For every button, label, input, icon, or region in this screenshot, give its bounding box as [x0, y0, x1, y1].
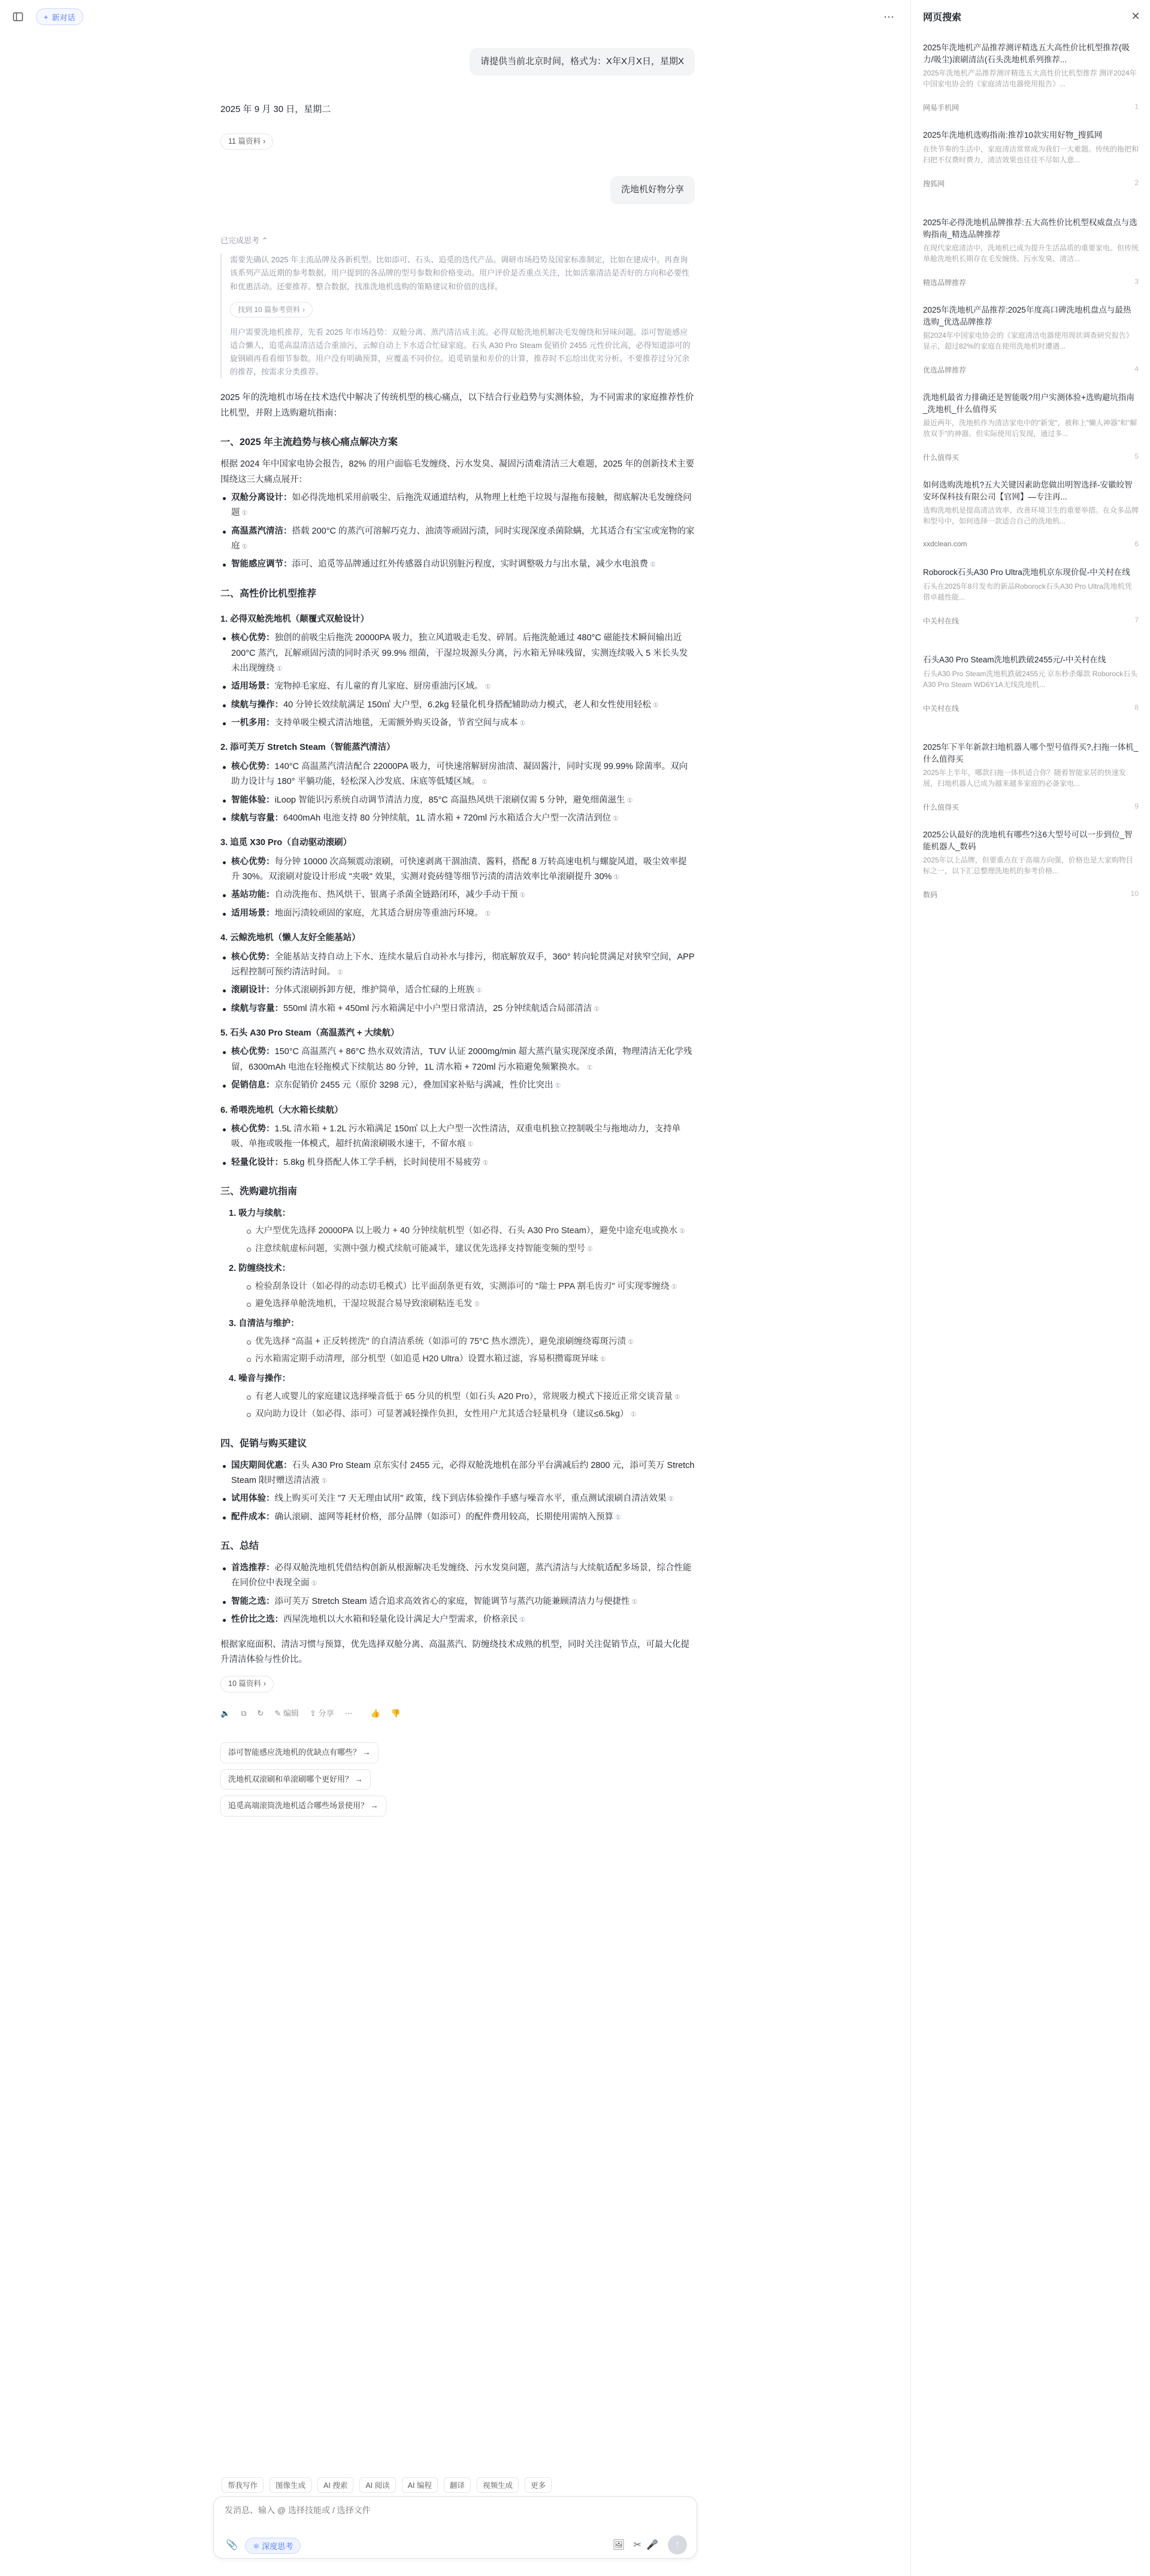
search-result[interactable]: [923, 304, 1139, 375]
search-result[interactable]: [923, 741, 1139, 812]
citation-icon[interactable]: ①: [311, 1580, 317, 1588]
summary-list: [220, 1561, 695, 1628]
edit-button[interactable]: ✎ 编辑: [274, 1709, 299, 1718]
model-title: 2. 添可芙万 Stretch Steam（智能蒸汽清洁）: [220, 743, 395, 753]
result-index: 2: [1134, 178, 1139, 187]
list-item: 续航与容量：6400mAh 电池支持 80 分钟续航，1L 清水箱 + 720ml 污水箱适合大户型一次清洁到位 ①: [220, 811, 695, 826]
result-snippet: 最近两年，洗地机作为清洁家电中的"新宠"，被称上"懒人神器"和"解放双手"的神器。但实际使用后发现，通过多...: [923, 419, 1137, 438]
closing-paragraph: 根据家庭面积、清洁习惯与预算，优先选择双舱分离、高温蒸汽、防缠绕技术成熟的机型，同时关注促销节点，可最大化提升清洁体验与性价比。: [220, 1639, 689, 1664]
citation-icon[interactable]: ①: [652, 701, 659, 709]
model-card: [220, 836, 695, 921]
citation-icon[interactable]: ①: [519, 892, 526, 900]
share-button[interactable]: ⇪ 分享: [309, 1709, 334, 1718]
model-title: 6. 希喂洗地机（大水箱长续航）: [220, 1105, 343, 1115]
result-snippet: 石头A30 Pro Steam洗地机跌破2455元 京东秒杀爆款 Roborock石头A30 Pro Steam WD6Y1A无线洗地机...: [923, 669, 1138, 689]
list-item: 检验刮条设计（如必得的动态切毛模式）比平面刮条更有效，实测添可的 "瑞士 PPA 割毛齿刃" 可实现零缠绕 ①: [246, 1279, 695, 1294]
list-item: 试用体验：线上购买可关注 "7 天无理由试用" 政策，线下到店体验操作手感与噪音水平，重点测试滚刷自清洁效果 ①: [220, 1491, 695, 1506]
suggestion-list: [220, 1736, 695, 1817]
tool-button[interactable]: 视频生成: [477, 2477, 519, 2493]
list-item: 注意续航虚标问题，实测中强力模式续航可能减半，建议优先选择支持智能变频的型号 ①: [246, 1242, 695, 1257]
citation-icon[interactable]: ①: [482, 1159, 489, 1167]
citation-icon[interactable]: ①: [615, 1513, 621, 1521]
result-snippet: 2025年洗地机产品推荐测评精选五大高性价比机型推荐 测评2024年中国家电协会的《家庭清洁电器使用报告》...: [923, 69, 1137, 89]
top-bar: [0, 0, 910, 34]
result-snippet: 选购洗地机是提高清洁效率、改善环境卫生的重要举措。在众多品牌和型号中，如何选择一款适合自己的洗地机...: [923, 506, 1139, 526]
model-list: [220, 612, 695, 1170]
thumb-up-icon[interactable]: 👍: [370, 1709, 380, 1718]
references-chip[interactable]: 10 篇资料 ›: [220, 1676, 274, 1693]
result-title: 2025年洗地机选购指南:推荐10款实用好物_搜狐网: [923, 131, 1103, 140]
result-snippet: 2025年上半年，哪款扫拖一体机适合你？随着智能家居的快速发展，扫地机器人已成为越来越多家庭的必备家电...: [923, 768, 1126, 788]
model-title: 1. 必得双舱洗地机（颠覆式双舱设计）: [220, 614, 370, 624]
chat-input-box: [213, 2496, 697, 2559]
list-item: 续航与容量：550ml 清水箱 + 450ml 污水箱满足中小户型日常清洁，25 分钟续航适合局部清洁 ①: [220, 1001, 695, 1016]
citation-icon[interactable]: ①: [241, 543, 248, 551]
list-item: 污水箱需定期手动清理，部分机型（如追觅 H20 Ultra）设置水箱过滤，容易积攒霉斑异味 ①: [246, 1352, 695, 1367]
result-title: 2025年下半年新款扫地机器人哪个型号值得买?,扫拖一体机_什么值得买: [923, 743, 1139, 764]
tool-button[interactable]: AI 搜索: [317, 2477, 353, 2493]
send-button[interactable]: [668, 2535, 687, 2554]
model-card: [220, 1026, 695, 1094]
citation-icon[interactable]: ①: [321, 1477, 328, 1485]
list-item: 优先选择 "高温 + 正反转搓洗" 的自清洁系统（如添可的 75°C 热水漂洗），避免滚刷缠绕霉斑污渍 ①: [246, 1334, 695, 1349]
panel-title: 网页搜索: [923, 13, 962, 23]
found-references-chip[interactable]: 找到 10 篇参考资料 ›: [230, 302, 313, 317]
suggested-question[interactable]: 洗地机双滚刷和单滚刷哪个更好用？ →: [220, 1769, 371, 1790]
arrow-up-icon: ↑: [675, 2539, 680, 2550]
citation-icon[interactable]: ①: [519, 720, 526, 728]
result-title: 2025年必得洗地机品牌推荐:五大高性价比机型权威盘点与选购指南_精选品牌推荐: [923, 218, 1137, 239]
user-message: 请提供当前北京时间，格式为：X年X月X日，星期X: [470, 48, 695, 75]
suggested-question[interactable]: 追觅高端滚筒洗地机适合哪些场景使用？ →: [220, 1796, 386, 1817]
search-result[interactable]: [923, 392, 1139, 462]
result-index: 5: [1134, 452, 1139, 461]
list-item: 避免选择单舱洗地机，干湿垃圾混合易导致滚刷粘连毛发 ①: [246, 1297, 695, 1312]
section-title: 三、洗购避坑指南: [220, 1186, 298, 1197]
citation-icon[interactable]: ①: [627, 797, 633, 804]
list-item: 双向助力设计（如必得、添可）可显著减轻操作负担，女性用户尤其适合轻量机身（建议≤6.5kg） ①: [246, 1407, 695, 1422]
result-index: 1: [1134, 102, 1139, 111]
list-item: 续航与操作：40 分钟长效续航满足 150㎡ 大户型，6.2kg 轻量化机身搭配辅助动力模式，老人和女性使用轻松 ①: [220, 698, 695, 713]
thinking-content: 需要先确认 2025 年主流品牌及各新机型。比如添可、石头、追觅的迭代产品。调研市场趋势及国家标准制定，比如在建成中。再查询该系列产品近期的参考数据。用户提到的各品牌的型号参数和价格变动。用户评价是否重点关注，比如活塞清洁是否好的方向和必要性和优惠活动。还要推荐。整合数据，找准洗地机选购的策略建议和价值的选择。 找到 10 篇参考资料 › 用户需要洗地机推荐，先看 2025 年市场趋势：双舱分离、蒸汽清洁成主流。必得双舱洗地机解决毛发缠绕和异味问题。添可智能感应适合懒人，追觅高温清洁适合重油污，云鲸自动上下水适合忙碌家庭。石头 A30 Pro Steam 促销价 2455 元性价比高，必得知道添可的旋钢刷再看看细节参数。用户没有明确预算，应覆盖不同价位。追觅销量和差价的计算，推荐时不忘给出优劣分析。不要推荐过分冗余的推荐，按需求分类推荐。: [220, 253, 695, 379]
section-title: 二、高性价比机型推荐: [220, 588, 317, 599]
search-result[interactable]: [923, 654, 1139, 713]
list-item: 基站功能：自动洗拖布、热风烘干、银离子杀菌全链路闭环，减少手动干预 ①: [220, 888, 695, 903]
list-item: 配件成本：确认滚刷、滤网等耗材价格，部分品牌（如添可）的配件费用较高，长期使用需纳入预算 ①: [220, 1510, 695, 1525]
message-input[interactable]: [225, 2505, 644, 2515]
result-snippet: 在快节奏的生活中，家庭清洁常常成为我们一大难题。传统的拖把和扫把不仅费时费力，清洁效果也往往不尽如人意...: [923, 144, 1139, 164]
search-result[interactable]: [923, 42, 1139, 113]
result-snippet: 石头在2025年8月发布的新品Roborock石头A30 Pro Ultra洗地机凭借卓越性能...: [923, 582, 1132, 601]
result-index: 7: [1134, 615, 1139, 624]
list-item: 滚刷设计：分体式滚刷拆卸方便，维护简单，适合忙碌的上班族 ①: [220, 983, 695, 998]
citation-icon[interactable]: ①: [650, 561, 656, 569]
citation-icon[interactable]: ①: [671, 1283, 677, 1291]
section-title: 一、2025 年主流趋势与核心痛点解决方案: [220, 437, 398, 448]
list-item: 高温蒸汽清洁：搭载 200°C 的蒸汽可溶解巧克力、油渍等顽固污渍，同时实现深度杀菌除螨，尤其适合有宝宝或宠物的家庭 ①: [220, 524, 695, 555]
section-title: 四、促销与购买建议: [220, 1438, 307, 1449]
citation-icon[interactable]: ①: [241, 510, 248, 517]
plus-icon: +: [44, 12, 49, 22]
list-item: 核心优势：150°C 高温蒸汽 + 86°C 热水双效清洁，TUV 认证 2000mg/min 超大蒸汽量实现深度杀菌，物理清洁无化学残留，6300mAh 电池在轻拖模式下续航达 80 分钟，1L 清水箱 + 720ml 污水箱避免频繁换水。 ①: [220, 1045, 695, 1075]
citation-icon[interactable]: ①: [668, 1496, 674, 1503]
guide-list: [229, 1206, 695, 1422]
citation-icon[interactable]: ①: [467, 1141, 474, 1149]
list-item: 有老人或婴儿的家庭建议选择噪音低于 65 分贝的机型（如石头 A20 Pro），常规吸力模式下接近正常交谈音量 ①: [246, 1390, 695, 1404]
list-item: 一机多用：支持单吸尘模式清洁地毯，无需额外购买设备，节省空间与成本 ①: [220, 716, 695, 731]
result-title: 2025年洗地机产品推荐测评精选五大高性价比机型推荐(吸力/吸尘)滚刷清洁(石头洗地机系列推荐...: [923, 43, 1130, 64]
list-item: 轻量化设计：5.8kg 机身搭配人体工学手柄，长时间使用不易疲劳 ①: [220, 1155, 695, 1170]
list-item: 核心优势：全能基站支持自动上下水、连续水量后自动补水与排污，彻底解放双手，360° 转向轮贯满足对狭窄空间，APP 远程控制可预约清洁时间。 ①: [220, 950, 695, 980]
refresh-icon[interactable]: ↻: [257, 1709, 264, 1718]
scissors-icon[interactable]: ✂: [633, 2540, 641, 2550]
model-card: [220, 612, 695, 731]
close-icon[interactable]: ✕: [1131, 10, 1140, 22]
citation-icon[interactable]: ①: [482, 779, 488, 786]
citation-icon[interactable]: ①: [612, 815, 619, 822]
citation-icon[interactable]: ①: [628, 1338, 634, 1346]
thinking-toggle[interactable]: 已完成思考 ⌃: [220, 235, 268, 245]
citation-icon[interactable]: ①: [679, 1228, 686, 1236]
guide-item: 3. 自清洁与维护： 优先选择 "高温 + 正反转搓洗" 的自清洁系统（如添可的 75°C 热水漂洗），避免滚刷缠绕霉斑污渍 ① 污水箱需定期手动清理，部分机型（如追觅 H20 Ultra）设置水箱过滤，容易积攒霉斑异味 ①: [229, 1316, 695, 1367]
thumb-down-icon[interactable]: 👎: [391, 1709, 401, 1718]
result-source: 什么值得买: [923, 803, 960, 812]
result-source: 优选品牌推荐: [923, 366, 967, 375]
guide-item: 4. 噪音与操作： 有老人或婴儿的家庭建议选择噪音低于 65 分贝的机型（如石头 A20 Pro），常规吸力模式下接近正常交谈音量 ① 双向助力设计（如必得、添可）可显著减轻操作负担，女性用户尤其适合轻量机身（建议≤6.5kg） ①: [229, 1372, 695, 1422]
result-index: 8: [1134, 703, 1139, 712]
new-chat-button[interactable]: + 新对话: [36, 8, 83, 25]
conversation: [220, 42, 695, 1817]
result-source: 精选品牌推荐: [923, 279, 967, 287]
web-search-panel: [910, 0, 1150, 2576]
sidebar-toggle-icon[interactable]: [11, 10, 25, 24]
microphone-icon[interactable]: 🎤: [646, 2540, 658, 2550]
speaker-icon[interactable]: 🔈: [220, 1709, 231, 1718]
result-index: 9: [1134, 802, 1139, 811]
citation-icon[interactable]: ①: [586, 1064, 593, 1071]
result-index: 6: [1134, 540, 1139, 549]
deep-think-toggle[interactable]: ⚛ 深度思考: [245, 2538, 301, 2554]
attachment-icon[interactable]: 📎: [226, 2540, 238, 2550]
model-title: 5. 石头 A30 Pro Steam（高温蒸汽 + 大续航）: [220, 1028, 400, 1039]
list-item: 智能之选：添可芙万 Stretch Steam 适合追求高效省心的家庭，智能调节与蒸汽功能兼顾清洁力与便捷性 ①: [220, 1594, 695, 1609]
image-icon[interactable]: 🖼: [612, 2540, 625, 2550]
citation-icon[interactable]: ①: [600, 1356, 606, 1364]
search-result[interactable]: [923, 479, 1139, 548]
list-item: 首选推荐：必得双舱洗地机凭借结构创新从根源解决毛发缠绕、污水发臭问题，蒸汽清洁与大续航适配多场景，综合性能在同价位中表现全面 ①: [220, 1561, 695, 1591]
result-index: 4: [1134, 365, 1139, 374]
section-title: 五、总结: [220, 1541, 259, 1552]
result-source: 数码: [923, 891, 938, 900]
result-title: 石头A30 Pro Steam洗地机跌破2455元/-中关村在线: [923, 655, 1106, 664]
tool-button[interactable]: 翻译: [444, 2477, 471, 2493]
references-chip[interactable]: 11 篇资料 ›: [220, 134, 273, 150]
search-result[interactable]: [923, 217, 1139, 287]
search-result[interactable]: [923, 567, 1139, 626]
guide-item: 1. 吸力与续航： 大户型优先选择 20000PA 以上吸力 + 40 分钟续航机型（如必得、石头 A30 Pro Steam），避免中途充电或换水 ① 注意续航虚标问题，实测中强力模式续航可能减半，建议优先选择支持智能变频的型号 ①: [229, 1206, 695, 1257]
chevron-up-icon: ⌃: [261, 235, 268, 245]
tool-bar: [222, 2477, 552, 2493]
list-item: 智能体验：iLoop 智能识污系统自动调节清洁力度，85°C 高温热风烘干滚刷仅需 5 分钟，避免细菌滋生 ①: [220, 793, 695, 808]
result-source: 搜狐网: [923, 179, 945, 188]
search-result[interactable]: [923, 129, 1139, 189]
search-result[interactable]: [923, 829, 1139, 900]
list-item: 核心优势：独创的前吸尘后拖洗 20000PA 吸力，独立风道吸走毛发、碎屑。后拖洗舱通过 480°C 磁能技术瞬间输出近 200°C 蒸汽，瓦解顽固污渍的同时杀灭 99.9% 细菌，干湿垃圾源头分离，污水箱无异味残留，实测连续吸入 5 米长头发未出现缠绕 ①: [220, 631, 695, 676]
list-item: 性价比之选：西屋洗地机以大水箱和轻量化设计满足大户型需求，价格亲民 ①: [220, 1612, 695, 1627]
chevron-right-icon: ›: [302, 305, 305, 314]
citation-icon[interactable]: ①: [519, 1617, 526, 1624]
copy-icon[interactable]: ⧉: [241, 1709, 247, 1718]
result-title: 2025公认最好的洗地机有哪些?这6大型号可以一步到位_智能机器人_数码: [923, 830, 1133, 851]
list-item: 国庆期间优惠：石头 A30 Pro Steam 京东实付 2455 元，必得双舱洗地机在部分平台满减后约 2800 元，添可芙万 Stretch Steam 限时赠送清洁液 ①: [220, 1458, 695, 1489]
citation-icon[interactable]: ①: [587, 1245, 593, 1253]
model-card: [220, 1103, 695, 1171]
tool-button[interactable]: AI 编程: [402, 2477, 438, 2493]
list-item: 智能感应调节：添可、追觅等品牌通过红外传感器自动识别脏污程度，实时调整吸力与出水量，减少水电浪费 ①: [220, 557, 695, 572]
citation-icon[interactable]: ①: [613, 874, 620, 882]
suggested-question[interactable]: 添可智能感应洗地机的优缺点有哪些？ →: [220, 1742, 379, 1763]
user-message: 洗地机好物分享: [610, 176, 695, 204]
assistant-answer: 2025 年 9 月 30 日，星期二: [220, 104, 331, 115]
tool-button[interactable]: 更多: [525, 2477, 552, 2493]
list-item: 核心优势：140°C 高温蒸汽清洁配合 22000PA 吸力，可快速溶解厨房油渍、凝固酱汁，同时实现 99.99% 除菌率。双向助力设计与 180° 平躺功能，轻松深入沙发底、床底等低矮区域。 ①: [220, 759, 695, 790]
list-item: 适用场景：地面污渍较顽固的家庭，尤其适合厨房等重油污环境。 ①: [220, 906, 695, 921]
list-item: 大户型优先选择 20000PA 以上吸力 + 40 分钟续航机型（如必得、石头 A30 Pro Steam），避免中途充电或换水 ①: [246, 1224, 695, 1239]
answer-intro: 2025 年的洗地机市场在技术迭代中解决了传统机型的核心痛点，以下结合行业趋势与实测体验，为不同需求的家庭推荐性价比机型，并附上选购避坑指南：: [220, 393, 694, 418]
citation-icon[interactable]: ①: [674, 1393, 680, 1401]
result-title: 2025年洗地机产品推荐:2025年度高口碑洗地机盘点与最热选购_优选品牌推荐: [923, 305, 1131, 326]
citation-icon[interactable]: ①: [485, 683, 491, 691]
more-icon[interactable]: ⋯: [883, 10, 894, 23]
citation-icon[interactable]: ①: [476, 987, 482, 995]
result-snippet: 据2024年中国家电协会的《家庭清洁电器使用现状调查研究报告》显示，超过82%的家庭在使用洗地机时遭遇...: [923, 331, 1133, 351]
result-title: 如何选购洗地机?五大关键因素助您做出明智选择-安徽皎智安环保科技有限公司【官网】—专注再...: [923, 480, 1133, 501]
citation-icon[interactable]: ①: [474, 1300, 480, 1308]
result-snippet: 2025年以上品牌，但要重点在于高端方向强，价格也是大家购物目标之一，以下汇总整理洗地机的参考价格...: [923, 856, 1133, 876]
chevron-right-icon: ›: [263, 1679, 267, 1688]
result-source: 什么值得买: [923, 453, 960, 462]
citation-icon[interactable]: ①: [276, 665, 283, 673]
citation-icon[interactable]: ①: [630, 1411, 637, 1419]
tool-button[interactable]: 帮我写作: [222, 2477, 264, 2493]
result-source: 中关村在线: [923, 616, 960, 625]
message-actions: [220, 1707, 695, 1721]
result-snippet: 在现代家庭清洁中，洗地机已成为提升生活品质的重要家电。但传统单舱洗地机长期存在毛发缠绕、污水发臭、清洁...: [923, 244, 1139, 264]
list-item: 促销信息：京东促销价 2455 元（原价 3298 元），叠加国家补贴与满减，性价比突出 ①: [220, 1078, 695, 1093]
tool-button[interactable]: 图像生成: [270, 2477, 311, 2493]
list-item: 核心优势：1.5L 清水箱 + 1.2L 污水箱满足 150㎡ 以上大户型一次性清洁，双重电机独立控制吸尘与拖地动力，支持单吸、单拖或吸拖一体模式，超纤抗菌滚刷吸水速干，不留水痕 ①: [220, 1122, 695, 1152]
result-source: 网易手机网: [923, 104, 960, 113]
result-index: 10: [1130, 889, 1139, 898]
model-card: [220, 931, 695, 1016]
citation-icon[interactable]: ①: [337, 968, 343, 976]
citation-icon[interactable]: ①: [631, 1598, 638, 1606]
list-item: 双舱分离设计：如必得洗地机采用前吸尘、后拖洗双通道结构，从物理上杜绝干垃圾与湿拖布接触，彻底解决毛发缠绕问题 ①: [220, 491, 695, 521]
model-card: [220, 740, 695, 826]
list-item: 适用场景：宠物掉毛家庭、有儿童的育儿家庭、厨房重油污区域。 ①: [220, 679, 695, 694]
citation-icon[interactable]: ①: [485, 910, 491, 918]
result-title: 洗地机最省力排确还是智能吸?用户实测体验+选购避坑指南_洗地机_什么值得买: [923, 393, 1134, 414]
citation-icon[interactable]: ①: [594, 1005, 600, 1013]
result-index: 3: [1134, 277, 1139, 286]
tool-button[interactable]: AI 阅读: [359, 2477, 395, 2493]
model-title: 3. 追觅 X30 Pro（自动驱动滚刷）: [220, 838, 352, 848]
more-icon[interactable]: ⋯: [344, 1709, 353, 1718]
result-source: xxdclean.com: [923, 540, 967, 549]
result-title: Roborock石头A30 Pro Ultra洗地机京东现价促-中关村在线: [923, 568, 1130, 577]
chevron-right-icon: ›: [262, 137, 266, 146]
result-source: 中关村在线: [923, 704, 960, 713]
list-item: 核心优势：每分钟 10000 次高频震动滚刷，可快速剥离干涸油渍、酱料，搭配 8 万转高速电机与螺旋风道，吸尘效率提升 30%。双滚刷对旋设计形成 "夹吸" 效果，实测对瓷砖缝等细节污渍的清洁效率比单滚刷提升 30% ①: [220, 855, 695, 885]
paragraph: 根据 2024 年中国家电协会报告，82% 的用户面临毛发缠绕、污水发臭、凝固污渍难清洁三大难题，2025 年的创新技术主要围绕这三大痛点展开：: [220, 459, 695, 485]
guide-item: 2. 防缠绕技术： 检验刮条设计（如必得的动态切毛模式）比平面刮条更有效，实测添可的 "瑞士 PPA 割毛齿刃" 可实现零缠绕 ① 避免选择单舱洗地机，干湿垃圾混合易导致滚刷粘连毛发 ①: [229, 1261, 695, 1312]
trend-list: [220, 491, 695, 573]
model-title: 4. 云鲸洗地机（懒人友好全能基站）: [220, 933, 361, 943]
citation-icon[interactable]: ①: [555, 1082, 561, 1090]
promo-list: [220, 1458, 695, 1525]
